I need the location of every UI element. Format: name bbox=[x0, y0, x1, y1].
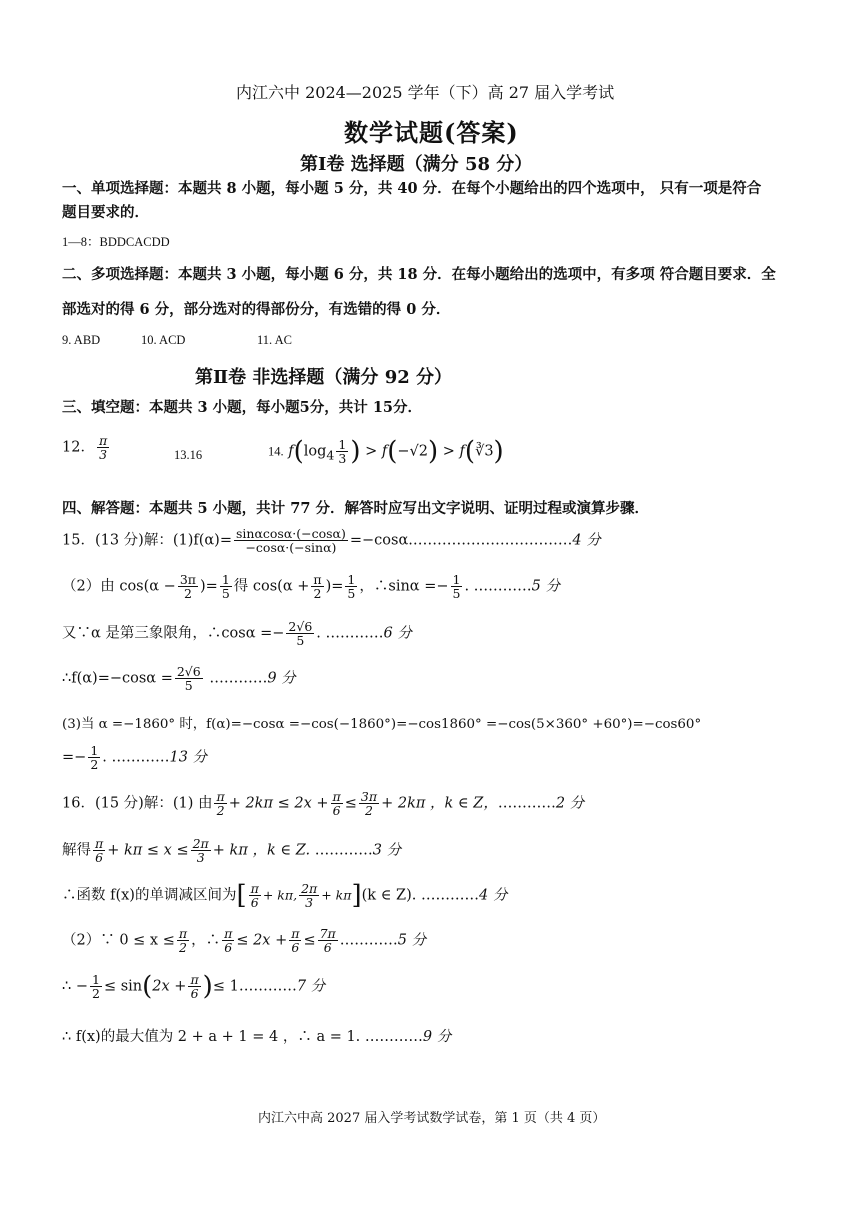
q15-l3-prefix: 又∵α 是第三象限角，∴cosα =− bbox=[62, 625, 285, 642]
q16-l1-prefix: 16．(15 分)解：(1) 由 bbox=[62, 795, 213, 812]
q15-l1-dots: …………………………… bbox=[412, 532, 573, 549]
q16-l4-f2 bbox=[222, 927, 234, 954]
q15-l2-mid1: )= bbox=[200, 578, 218, 595]
q16-l1-expr3: + 2kπ ，k ∈ Z， bbox=[381, 795, 498, 812]
q15-l1-prefix: 15．(13 分)解：(1)f(α)= bbox=[62, 532, 232, 549]
q15-l4-dots: ………… bbox=[204, 670, 268, 687]
q15-l6-den: 2 bbox=[90, 757, 99, 773]
q15-l2-score: 5 分 bbox=[531, 578, 561, 595]
q16-l1-f1den: 2 bbox=[216, 803, 225, 819]
q15-line1 bbox=[62, 527, 601, 554]
q12-num: π bbox=[98, 433, 108, 448]
q16-l2-f2den: 3 bbox=[196, 850, 205, 866]
q12-fraction bbox=[97, 434, 109, 461]
q15-l4-prefix: ∴f(α)=−cosα = bbox=[62, 670, 173, 687]
q16-l2-expr: + kπ ≤ x ≤ bbox=[107, 842, 189, 859]
q16-l1-f2 bbox=[331, 790, 343, 817]
q16-l3-f2 bbox=[299, 882, 319, 909]
answer-q14 bbox=[268, 438, 504, 465]
q16-l2-f2num: 2π bbox=[192, 836, 209, 851]
q16-l4-f3den: 6 bbox=[291, 940, 300, 956]
q16-l4-dots: ………… bbox=[339, 932, 398, 949]
q14-paren2-close: ) bbox=[428, 436, 439, 467]
section2-heading-a: 二、多项选择题：本题共 3 小题，每小题 6 分，共 18 分．在每小题给出的选项中，有多项 符合题目要求．全 bbox=[62, 266, 776, 283]
school-line: 内江六中 2024—2025 学年（下）高 27 届入学考试 bbox=[236, 83, 615, 102]
q16-l4-f3 bbox=[289, 927, 301, 954]
q14-f1: f bbox=[288, 443, 294, 460]
section3-heading: 三、填空题：本题共 3 小题，每小题5分，共计 15分． bbox=[62, 399, 422, 416]
q16-l2-f1num: π bbox=[95, 836, 104, 851]
q15-l2-f5den: 5 bbox=[452, 586, 461, 602]
q16-l3-expr: + kπ, bbox=[262, 887, 298, 903]
q15-l1-rest: =−cosα. bbox=[349, 532, 413, 549]
q14-paren2-open: ( bbox=[387, 436, 398, 467]
q16-l6-text: ∴ f(x)的最大值为 2 + a + 1 = 4 ，∴ a = 1. bbox=[62, 1029, 361, 1045]
q15-l2-f3 bbox=[311, 573, 323, 600]
q16-line4 bbox=[62, 927, 426, 954]
q14-fraction bbox=[336, 438, 348, 465]
q15-l3-fraction bbox=[286, 620, 314, 647]
answer-q10: 10. ACD bbox=[141, 333, 186, 347]
q16-l3-score: 4 分 bbox=[479, 887, 508, 904]
q16-l4-f4num: 7π bbox=[319, 926, 336, 941]
q15-l6-dots: . ………… bbox=[102, 749, 170, 766]
q15-l3-den: 5 bbox=[296, 633, 305, 649]
q16-l1-f2num: π bbox=[332, 789, 341, 804]
q16-l4-mid: ，∴ bbox=[191, 932, 221, 949]
q15-l2-f2 bbox=[220, 573, 232, 600]
q16-l3-f2den: 3 bbox=[305, 895, 314, 911]
q14-gt1: > f bbox=[365, 443, 388, 460]
q16-l5-f1num: 1 bbox=[91, 972, 100, 987]
q16-l5-f2num: π bbox=[190, 972, 199, 987]
q16-line2 bbox=[62, 837, 401, 864]
q16-l5-f2 bbox=[188, 973, 200, 1000]
answer-q12 bbox=[62, 434, 111, 461]
q15-l4-den: 5 bbox=[184, 678, 193, 694]
q15-l2-f1den: 2 bbox=[183, 586, 192, 602]
q16-l3-bracket-close: ] bbox=[351, 880, 362, 911]
q16-l5-f1den: 2 bbox=[91, 986, 100, 1002]
page-title: 数学试题(答案) bbox=[344, 118, 519, 147]
q16-l4-f1num: π bbox=[178, 926, 188, 941]
q15-l2-dots: . ………… bbox=[464, 578, 532, 595]
q16-line1 bbox=[62, 790, 584, 817]
q14-paren-open: ( bbox=[293, 436, 304, 467]
q16-l2-prefix: 解得 bbox=[62, 842, 91, 859]
q15-line6 bbox=[62, 744, 207, 771]
q14-fnum: 1 bbox=[338, 437, 347, 452]
q15-l1-num: sinαcosα·(−cosα) bbox=[236, 526, 346, 541]
q16-l1-expr2: ≤ bbox=[344, 795, 357, 812]
q16-line3 bbox=[62, 882, 507, 909]
part2-title: 第Ⅱ卷 非选择题（满分 92 分） bbox=[195, 367, 453, 388]
q15-l2-mid4: ，∴sinα =− bbox=[359, 578, 449, 595]
q16-l2-score: 3 分 bbox=[372, 842, 402, 859]
q16-l5-f2den: 6 bbox=[190, 986, 199, 1002]
q15-l1-fraction bbox=[234, 527, 348, 554]
q16-l1-f3 bbox=[359, 790, 379, 817]
q15-l1-den: −cosα·(−sinα) bbox=[245, 540, 337, 556]
section1-heading-a: 一、单项选择题：本题共 8 小题，每小题 5 分，共 40 分．在每个小题给出的四个选项中， 只有一项是符合 bbox=[62, 180, 762, 197]
q15-l2-f5num: 1 bbox=[452, 572, 461, 587]
q15-line4 bbox=[62, 665, 296, 692]
q15-l3-num: 2√6 bbox=[288, 619, 313, 634]
section1-answers: 1—8：BDDCACDD bbox=[62, 235, 170, 249]
q14-log: log bbox=[303, 443, 327, 460]
q14-fden: 3 bbox=[338, 451, 347, 467]
q15-l1-score: 4 分 bbox=[572, 532, 601, 549]
q15-l4-fraction bbox=[175, 665, 203, 692]
q15-l3-dots: . ………… bbox=[316, 625, 384, 642]
q12-label: 12． bbox=[62, 439, 95, 456]
q16-l5-paren-open: ( bbox=[142, 971, 153, 1002]
q14-gt2: > f bbox=[442, 443, 465, 460]
q16-l1-f2den: 6 bbox=[332, 803, 341, 819]
q14-neg: −√2 bbox=[397, 443, 429, 460]
q16-l1-f3den: 2 bbox=[365, 803, 373, 819]
q15-l2-f4 bbox=[345, 573, 357, 600]
q15-l6-num: 1 bbox=[90, 743, 99, 758]
q16-l5-inner: 2x + bbox=[152, 978, 187, 995]
q16-l6-score: 9 分 bbox=[422, 1029, 452, 1045]
q16-line6 bbox=[62, 1025, 451, 1046]
q15-l2-f5 bbox=[451, 573, 463, 600]
answer-q13: 13.16 bbox=[174, 448, 203, 462]
q15-l2-prefix: （2）由 cos(α − bbox=[62, 578, 176, 595]
q16-l1-f1 bbox=[214, 790, 226, 817]
q16-l4-f1 bbox=[177, 927, 189, 954]
q16-l4-expr: ≤ 2x + bbox=[236, 932, 288, 949]
q14-base: 4 bbox=[326, 447, 335, 463]
q15-l2-mid2: 得 cos(α + bbox=[233, 578, 310, 595]
q16-l4-f1den: 2 bbox=[179, 940, 187, 956]
q15-l6-score: 13 分 bbox=[169, 749, 208, 766]
q16-l4-prefix: （2）∵ 0 ≤ x ≤ bbox=[62, 932, 175, 949]
q15-l2-f3den: 2 bbox=[313, 586, 322, 602]
q16-l2-dots: ………… bbox=[310, 842, 373, 859]
q16-l5-score: 7 分 bbox=[296, 978, 326, 995]
q15-l2-f1 bbox=[178, 573, 198, 600]
q14-paren-close: ) bbox=[350, 436, 361, 467]
section2-heading-b: 部选对的得 6 分，部分选对的得部份分，有选错的得 0 分． bbox=[62, 301, 451, 318]
q16-l5-dots: ………… bbox=[238, 978, 297, 995]
q15-l2-f3num: π bbox=[313, 572, 322, 587]
q14-label: 14. bbox=[268, 444, 284, 459]
q16-l4-f4 bbox=[318, 927, 338, 954]
q16-l4-score: 5 分 bbox=[397, 932, 427, 949]
q16-l3-f2num: 2π bbox=[301, 881, 318, 896]
q16-line5 bbox=[62, 973, 325, 1000]
q12-den: 3 bbox=[99, 447, 108, 463]
q16-l1-expr: + 2kπ ≤ 2x + bbox=[228, 795, 329, 812]
q14-paren3-open: ( bbox=[464, 436, 476, 467]
q15-l6-fraction bbox=[88, 744, 100, 771]
q15-line5: (3)当 α =−1860° 时，f(α)=−cosα =−cos(−1860°)=−cos1860° =−cos(5×360° +60°)=−cos60° bbox=[62, 717, 702, 732]
q16-l2-f1den: 6 bbox=[95, 850, 104, 866]
q16-l3-f1den: 6 bbox=[250, 895, 259, 911]
q16-l1-f1num: π bbox=[216, 789, 225, 804]
q15-line2 bbox=[62, 573, 560, 600]
q16-l5-mid: ≤ sin bbox=[103, 978, 143, 995]
q15-l6-prefix: =− bbox=[62, 749, 87, 766]
part1-title: 第Ⅰ卷 选择题（满分 58 分） bbox=[300, 154, 533, 175]
q16-l3-prefix: ∴函数 f(x)的单调减区间为 bbox=[62, 887, 237, 904]
q16-l4-f4den: 6 bbox=[323, 940, 332, 956]
q14-root: ∛3 bbox=[475, 443, 494, 460]
q16-l3-f1 bbox=[249, 882, 261, 909]
q16-l3-expr2: + kπ bbox=[321, 887, 352, 903]
section4-heading: 四、解答题：本题共 5 小题，共计 77 分．解答时应写出文字说明、证明过程或演算步骤． bbox=[62, 500, 649, 517]
q16-l3-tail: (k ∈ Z). bbox=[361, 887, 417, 904]
q16-l6-dots: ………… bbox=[360, 1029, 423, 1045]
q14-paren3-close: ) bbox=[493, 436, 504, 467]
q16-l5-tail: ≤ 1 bbox=[212, 978, 239, 995]
q15-l2-f4den: 5 bbox=[347, 586, 356, 602]
q16-l4-f2num: π bbox=[224, 926, 233, 941]
answer-q11: 11. AC bbox=[257, 333, 292, 347]
q16-l5-paren-close: ) bbox=[202, 971, 213, 1002]
q15-l2-mid3: )= bbox=[325, 578, 344, 595]
q15-l2-f1num: 3π bbox=[179, 572, 197, 587]
answer-q9: 9. ABD bbox=[62, 333, 101, 347]
q16-l1-score: 2 分 bbox=[555, 795, 585, 812]
q16-l4-f3num: π bbox=[291, 926, 300, 941]
q16-l2-f1 bbox=[93, 837, 105, 864]
q16-l3-dots: ………… bbox=[416, 887, 479, 904]
q16-l2-f2 bbox=[191, 837, 211, 864]
page-footer: 内江六中高 2027 届入学考试数学试卷，第 1 页（共 4 页） bbox=[258, 1111, 606, 1126]
q16-l1-f3num: 3π bbox=[360, 789, 378, 804]
q16-l2-expr2: + kπ ，k ∈ Z. bbox=[212, 842, 311, 859]
q15-l2-f2den: 5 bbox=[221, 586, 230, 602]
q16-l3-f1num: π bbox=[250, 881, 259, 896]
q16-l5-f1 bbox=[90, 973, 102, 1000]
q15-l2-f4num: 1 bbox=[347, 572, 356, 587]
q16-l4-expr2: ≤ bbox=[303, 932, 316, 949]
q16-l4-f2den: 6 bbox=[224, 940, 233, 956]
q16-l5-prefix: ∴ − bbox=[62, 978, 88, 995]
q15-l3-score: 6 分 bbox=[383, 625, 412, 642]
q15-line3 bbox=[62, 620, 412, 647]
q15-l2-f2num: 1 bbox=[221, 572, 230, 587]
section1-heading-b: 题目要求的． bbox=[62, 204, 149, 221]
q16-l3-bracket-open: [ bbox=[236, 880, 247, 911]
q15-l4-score: 9 分 bbox=[267, 670, 296, 687]
q15-l4-num: 2√6 bbox=[176, 664, 201, 679]
q16-l1-dots: ………… bbox=[497, 795, 556, 812]
